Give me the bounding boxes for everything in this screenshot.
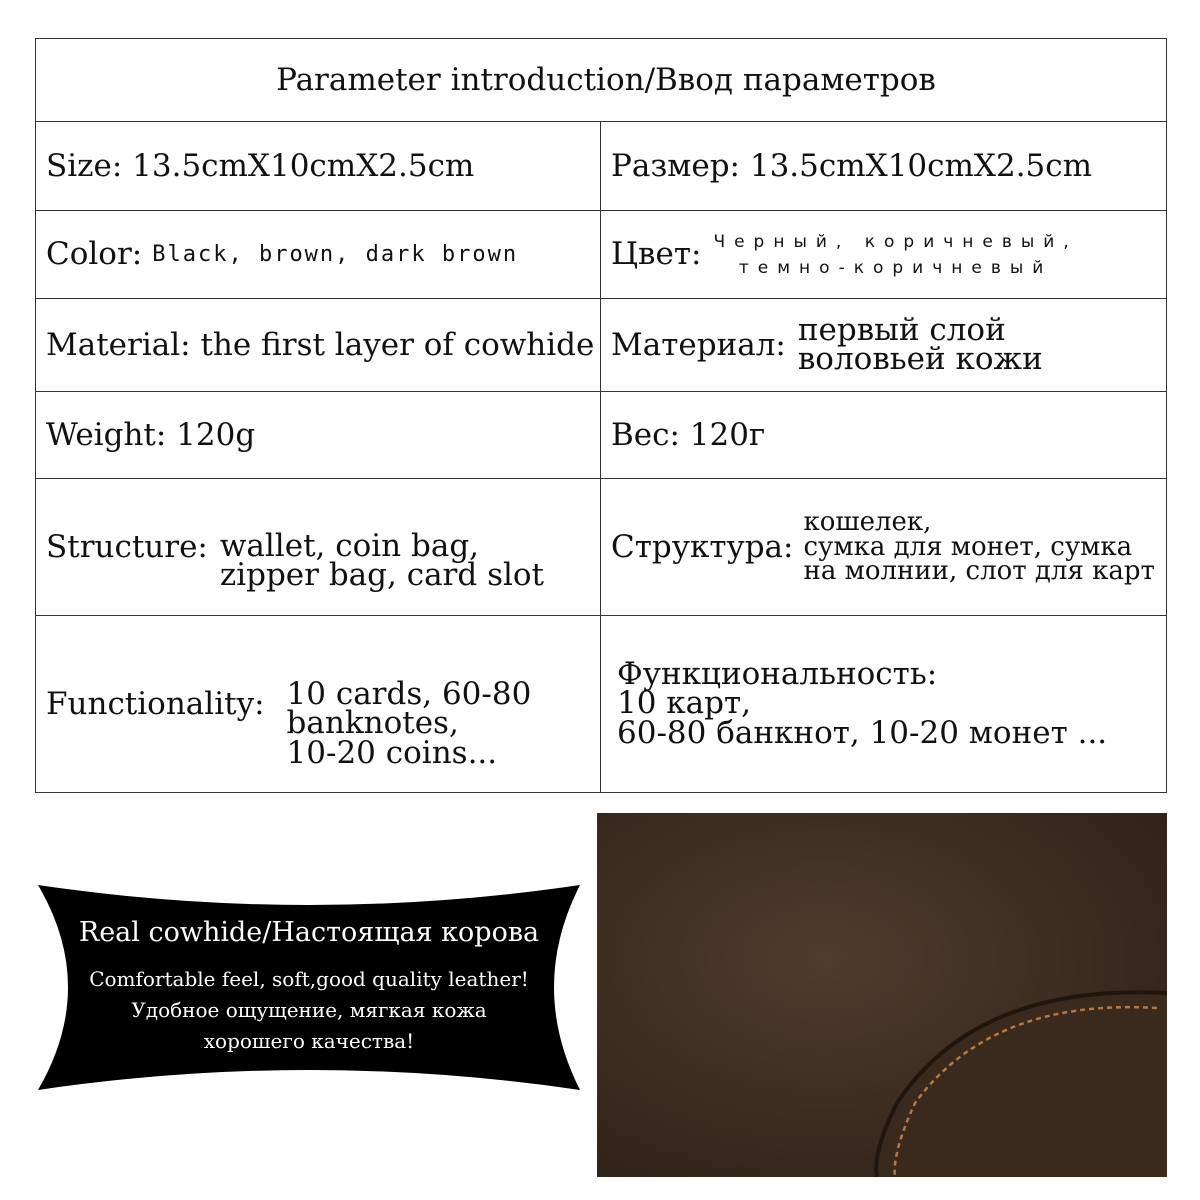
weight-label-ru: Вес:: [611, 416, 680, 453]
functionality-value-1: 10 cards, 60-80: [286, 675, 532, 712]
material-value-ru-2: воловьей кожи: [797, 341, 1043, 377]
structure-label: Structure:: [46, 528, 208, 565]
color-label-ru: Цвет:: [611, 236, 702, 272]
weight-value-ru: 120г: [689, 416, 766, 453]
table-row: [36, 615, 1166, 792]
weight-value: 120g: [176, 416, 256, 453]
table-row: [36, 298, 1166, 391]
structure-value-ru-3: на молнии, слот для карт: [803, 556, 1155, 587]
banner-line-3: хорошего качества!: [203, 1029, 415, 1053]
size-value: 13.5cmX10cmX2.5cm: [132, 147, 475, 184]
real-cowhide-banner: [38, 885, 580, 1090]
structure-value-1: wallet, coin bag,: [219, 527, 480, 564]
color-value-ru-2: темно-коричневый: [738, 257, 1053, 278]
structure-label-ru: Структура:: [611, 528, 794, 565]
material-label: Material:: [46, 326, 191, 363]
banner-heading: Real cowhide/Настоящая корова: [78, 917, 540, 948]
functionality-value-ru-1: 10 карт,: [617, 685, 752, 722]
parameter-table: [35, 38, 1167, 793]
color-value: Black, brown, dark brown: [152, 241, 519, 267]
leather-photo: [597, 813, 1167, 1177]
material-label-ru: Материал:: [611, 326, 786, 363]
size-label: Size:: [46, 147, 123, 184]
color-value-ru-1: Черный, коричневый,: [713, 231, 1078, 252]
weight-label: Weight:: [46, 416, 167, 453]
structure-value-ru-2: сумка для монет, сумка: [803, 531, 1133, 562]
table-row: [36, 391, 1166, 478]
size-value-ru: 13.5cmX10cmX2.5cm: [749, 147, 1093, 184]
functionality-label-ru: Функциональность:: [617, 655, 938, 692]
structure-value-ru-1: кошелек,: [803, 506, 932, 537]
banner-line-2: Удобное ощущение, мягкая кожа: [131, 998, 487, 1022]
material-value-ru-1: первый слой: [797, 311, 1006, 348]
material-value: the first layer of cowhide: [200, 326, 595, 363]
color-label: Color:: [46, 236, 143, 272]
size-label-ru: Размер:: [611, 147, 740, 184]
functionality-value-ru-2: 60-80 банкнот, 10-20 монет ...: [617, 714, 1108, 751]
banner-line-1: Comfortable feel, soft,good quality leather!: [89, 967, 529, 991]
table-row: [36, 210, 1166, 298]
functionality-value-3: 10-20 coins...: [286, 734, 498, 771]
functionality-label: Functionality:: [46, 685, 265, 722]
wallet-flap-image: [597, 813, 1167, 1177]
functionality-value-2: banknotes,: [286, 705, 459, 742]
structure-value-2: zipper bag, card slot: [219, 557, 545, 593]
table-title: Parameter introduction/Ввод параметров: [276, 61, 936, 98]
table-row: [36, 478, 1166, 615]
table-row: [36, 121, 1166, 210]
